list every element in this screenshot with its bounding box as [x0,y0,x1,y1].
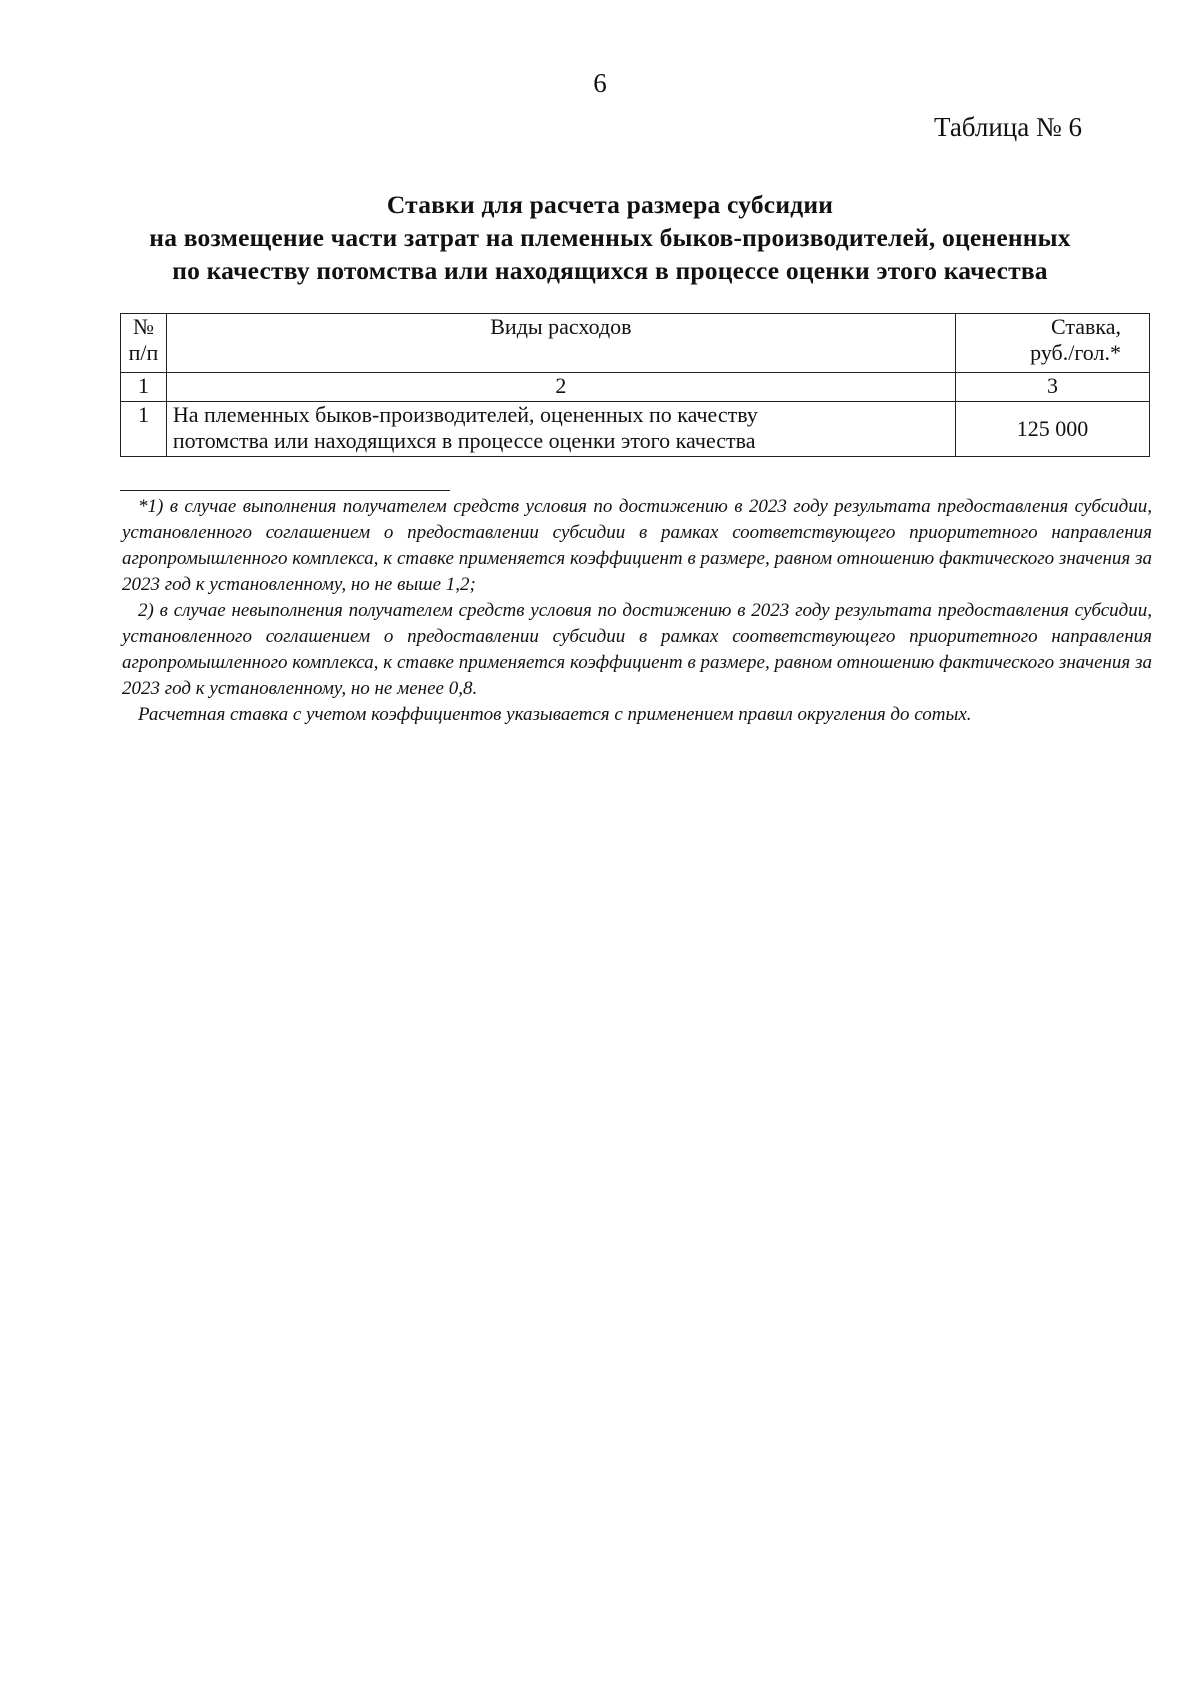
row-description-cell [166,402,955,457]
table-label: Таблица № 6 [934,112,1082,142]
header-number-abbrev: п/п [128,340,159,365]
table-row [121,402,1150,457]
header-description-cell: Виды расходов [166,314,955,373]
document-title [110,188,1110,287]
footnote-1: *1) в случае выполнения получателем средств условия по достижению в 2023 году результата предоставления субсидии, установленного соглашением о предоставлении субсидии в рамках соответствующего приоритетного направления агропромышленного комплекса, к ставке применяется коэффициент в размере, равном отношению фактического значения за 2023 год к установленному, но не выше 1,2; [122,496,1152,595]
title-line-3: по качеству потомства или находящихся в процессе оценки этого качества [172,256,1048,285]
header-rate-cell [955,314,1149,373]
row-description-line-2: потомства или находящихся в процессе оценки этого качества [172,428,756,453]
index-cell-2: 2 [166,373,955,402]
header-number-symbol: № [132,314,154,339]
index-cell-1: 1 [121,373,167,402]
footnotes [122,494,1152,728]
row-rate-cell: 125 000 [955,402,1149,457]
header-number-cell [121,314,167,373]
table-header-row [121,314,1150,373]
footnote-divider [120,490,450,491]
table-index-row [121,373,1150,402]
footnote-2: 2) в случае невыполнения получателем средств условия по достижению в 2023 году результата предоставления субсидии, установленного соглашением о предоставлении субсидии в рамках соответствующего приоритетного направления агропромышленного комплекса, к ставке применяется коэффициент в размере, равном отношению фактического значения за 2023 год к установленному, но не менее 0,8. [122,600,1152,699]
page-number: 6 [593,68,607,98]
header-rate-label: Ставка, [1050,314,1121,339]
title-line-2: на возмещение части затрат на племенных быков-производителей, оцененных [149,223,1071,252]
row-number-cell: 1 [121,402,167,457]
index-cell-3: 3 [955,373,1149,402]
title-line-1: Ставки для расчета размера субсидии [386,190,834,219]
row-description-line-1: На племенных быков-производителей, оцененных по качеству [172,402,758,427]
rates-table [120,313,1150,457]
header-rate-unit: руб./гол.* [1030,340,1121,365]
footnote-3: Расчетная ставка с учетом коэффициентов указывается с применением правил округления до сотых. [138,704,972,725]
